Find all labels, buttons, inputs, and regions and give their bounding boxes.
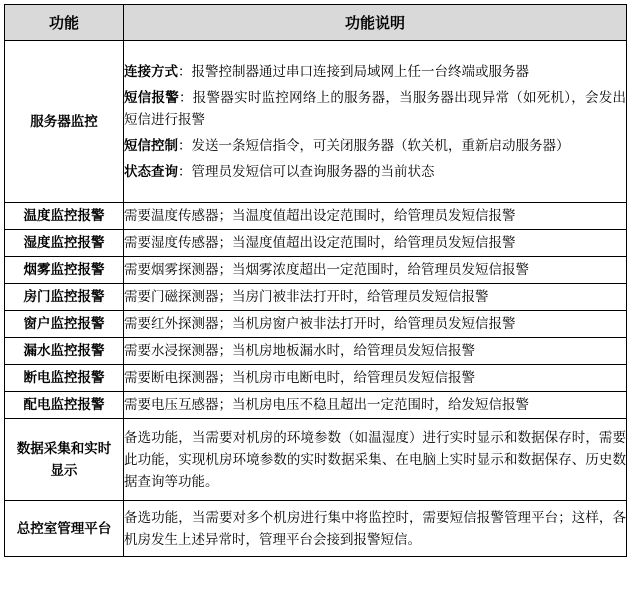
row-desc: 需要红外探测器；当机房窗户被非法打开时，给管理员发短信报警 [124, 311, 627, 338]
central-platform-name: 总控室管理平台 [5, 501, 124, 557]
row-desc: 需要烟雾探测器；当烟雾浓度超出一定范围时，给管理员发短信报警 [124, 257, 627, 284]
item-sep: ： [178, 163, 192, 180]
row-name: 烟雾监控报警 [5, 257, 124, 284]
header-function-description: 功能说明 [124, 5, 627, 41]
row-desc: 需要湿度传感器；当湿度值超出设定范围时，给管理员发短信报警 [124, 230, 627, 257]
item-text: 报警控制器通过串口连接到局域网上任一台终端或服务器 [191, 63, 529, 80]
item-label: 状态查询 [124, 163, 178, 180]
row-name: 温度监控报警 [5, 203, 124, 230]
row-name: 房门监控报警 [5, 284, 124, 311]
item-label: 连接方式 [124, 63, 178, 80]
data-collection-name [5, 419, 124, 501]
server-monitoring-name: 服务器监控 [5, 41, 124, 203]
item-text: 发送一条短信指令，可关闭服务器（软关机，重新启动服务器） [191, 137, 570, 154]
row-server-monitoring [5, 41, 627, 203]
item-label: 短信报警 [124, 89, 180, 106]
server-item-sms-control [124, 135, 626, 157]
name-line: 数据采集和实时 [16, 440, 112, 457]
row-name: 湿度监控报警 [5, 230, 124, 257]
item-text: 报警器实时监控网络上的服务器，当服务器出现异常（如死机），会发出短信进行报警 [124, 89, 627, 128]
row-data-collection [5, 419, 627, 501]
feature-table [4, 4, 627, 557]
server-item-connection [124, 61, 626, 83]
item-sep: ： [178, 137, 192, 154]
data-collection-desc: 备选功能，当需要对机房的环境参数（如温湿度）进行实时显示和数据保存时，需要此功能，实现机房环境参数的实时数据采集、在电脑上实时显示和数据保存、历史数据查询等功能。 [124, 419, 627, 501]
row-desc: 需要门磁探测器；当房门被非法打开时，给管理员发短信报警 [124, 284, 627, 311]
header-row [5, 5, 627, 41]
row-desc: 需要断电探测器；当机房市电断电时，给管理员发短信报警 [124, 365, 627, 392]
item-label: 短信控制 [124, 137, 178, 154]
row-desc: 需要电压互感器；当机房电压不稳且超出一定范围时，给发短信报警 [124, 392, 627, 419]
row-temperature [5, 203, 627, 230]
row-water-leak [5, 338, 627, 365]
row-desc: 需要水浸探测器；当机房地板漏水时，给管理员发短信报警 [124, 338, 627, 365]
row-window [5, 311, 627, 338]
row-name: 配电监控报警 [5, 392, 124, 419]
row-name: 断电监控报警 [5, 365, 124, 392]
server-monitoring-desc [124, 41, 627, 203]
row-power-distribution [5, 392, 627, 419]
row-central-platform [5, 501, 627, 557]
name-line: 显示 [50, 462, 78, 479]
row-name: 窗户监控报警 [5, 311, 124, 338]
header-function: 功能 [5, 5, 124, 41]
row-humidity [5, 230, 627, 257]
row-name: 漏水监控报警 [5, 338, 124, 365]
item-text: 管理员发短信可以查询服务器的当前状态 [191, 163, 435, 180]
server-item-sms-alarm [124, 87, 626, 131]
row-smoke [5, 257, 627, 284]
central-platform-desc: 备选功能，当需要对多个机房进行集中将监控时，需要短信报警管理平台；这样，各机房发生上述异常时，管理平台会接到报警短信。 [124, 501, 627, 557]
server-item-status-query [124, 161, 626, 183]
row-power-outage [5, 365, 627, 392]
item-sep: ： [179, 89, 193, 106]
row-door [5, 284, 627, 311]
row-desc: 需要温度传感器；当温度值超出设定范围时，给管理员发短信报警 [124, 203, 627, 230]
item-sep: ： [178, 63, 192, 80]
